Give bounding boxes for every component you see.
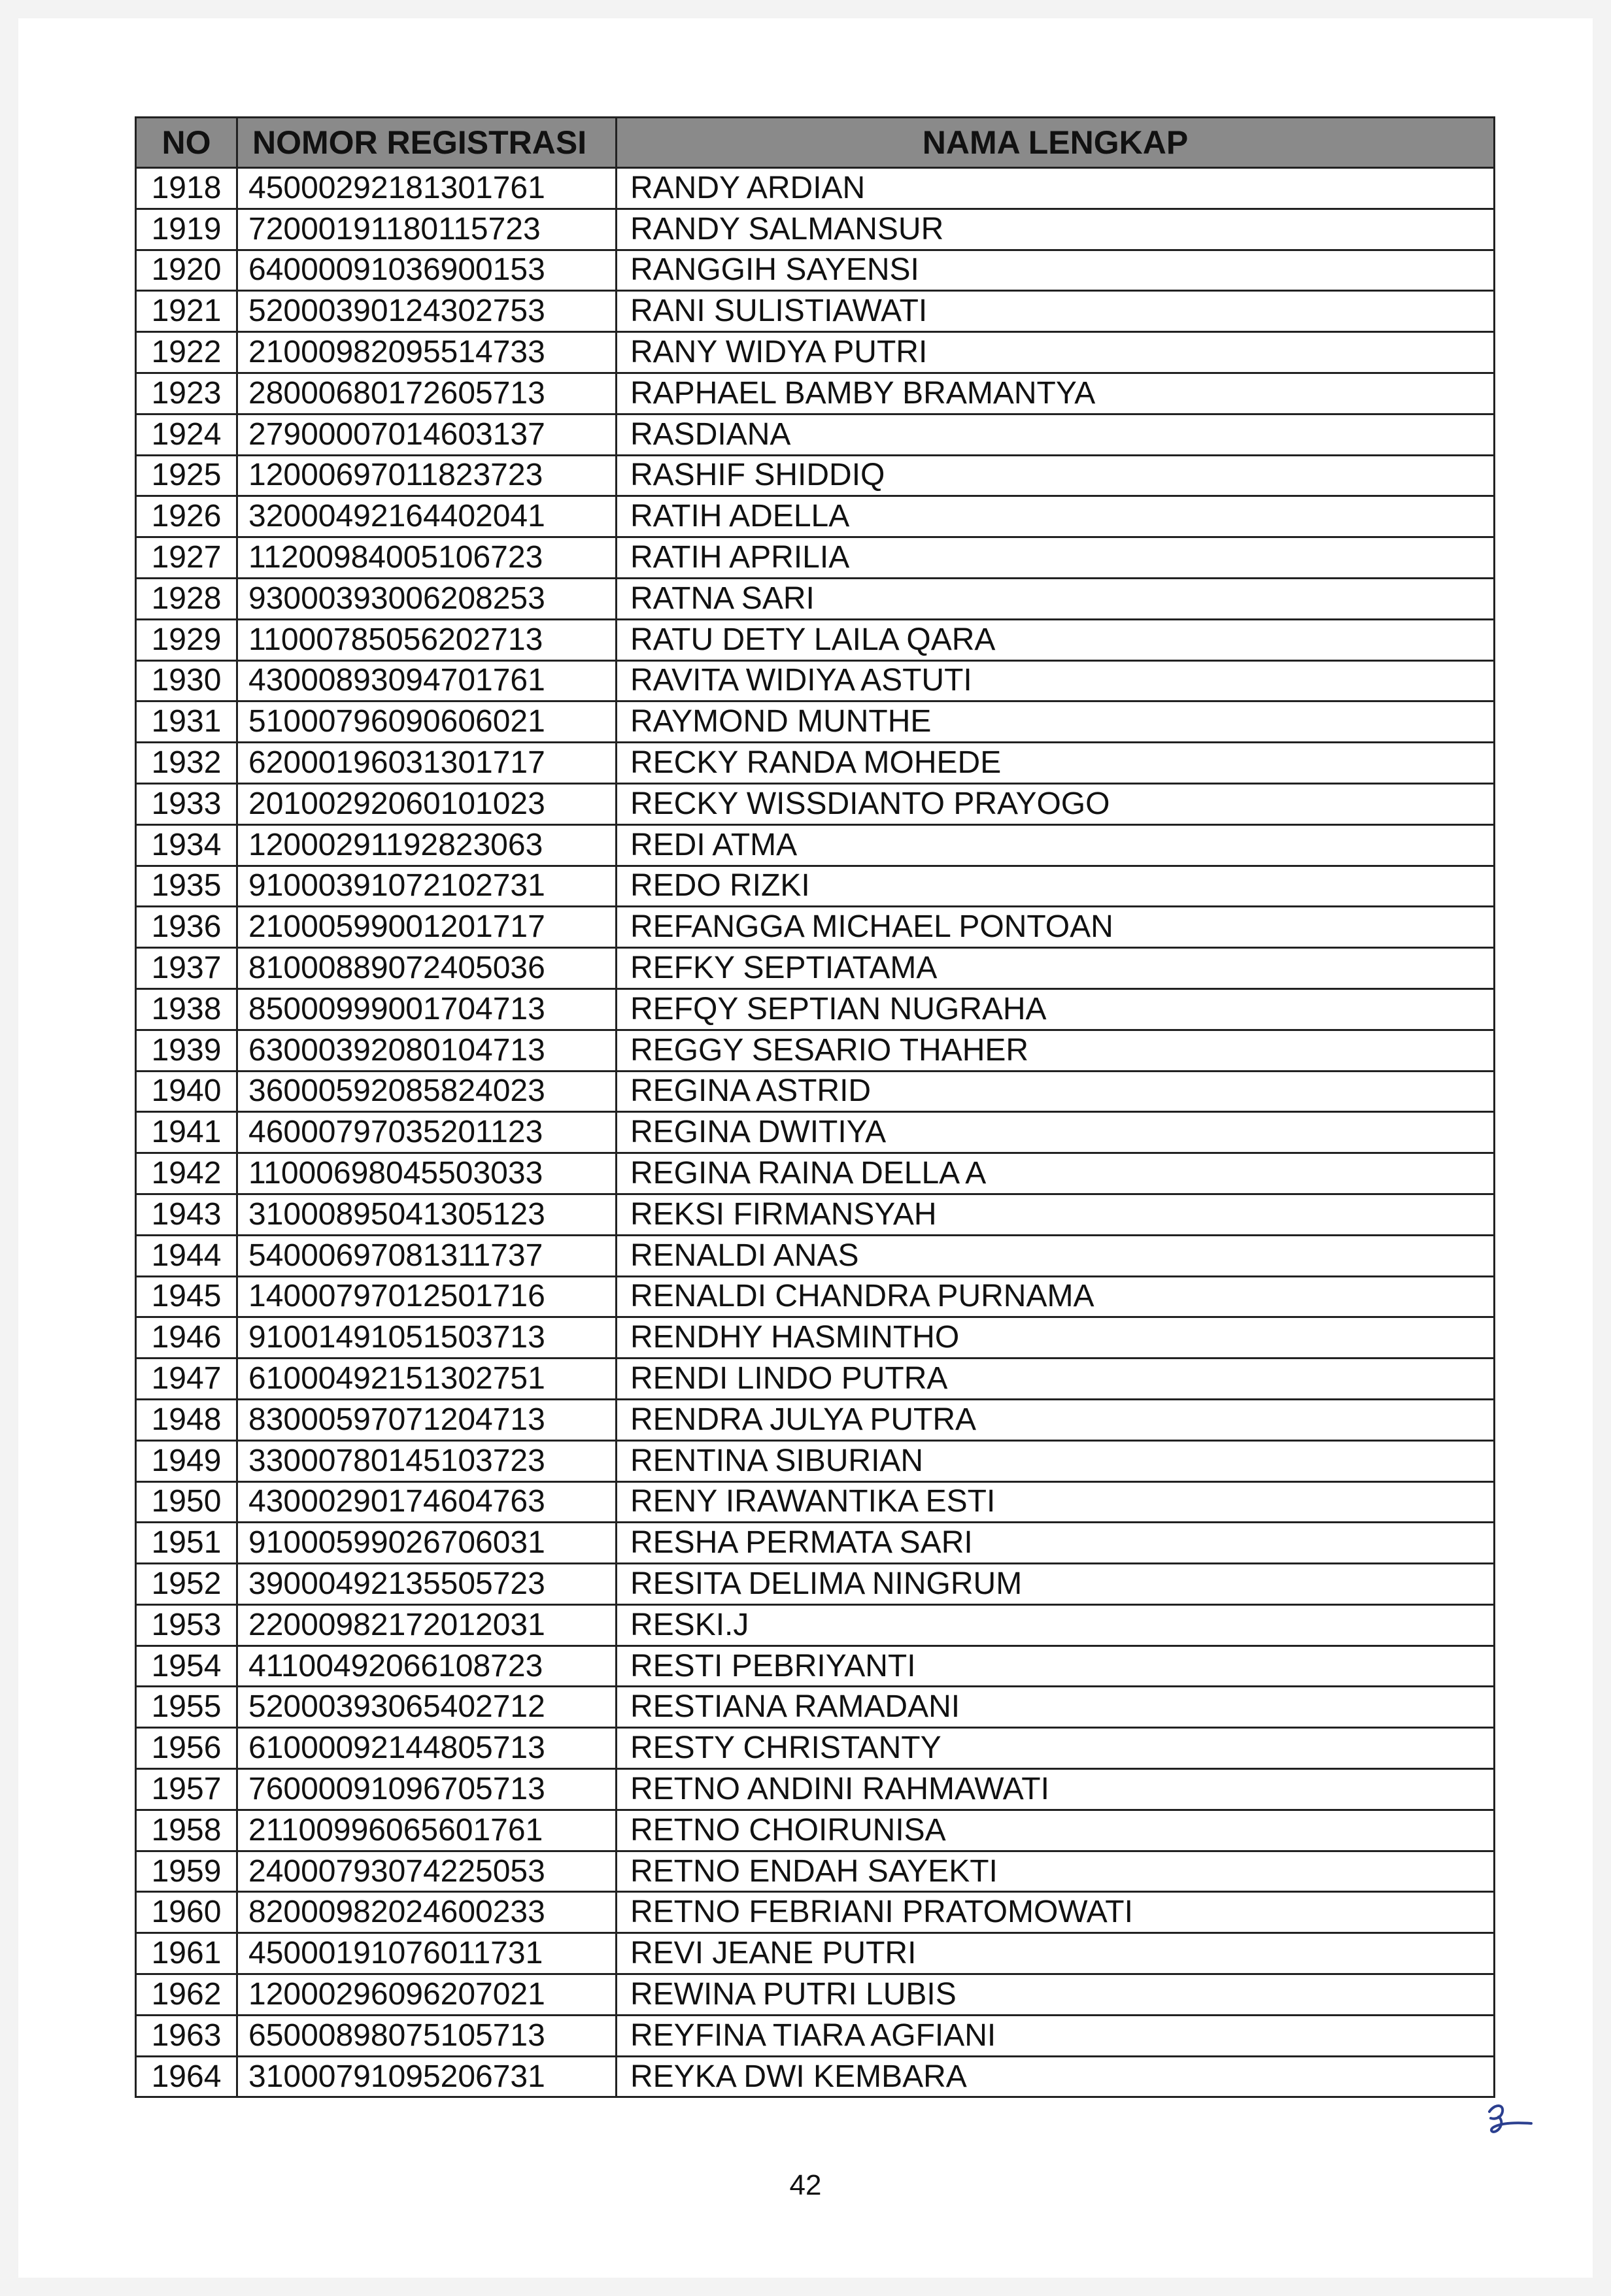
table-row: [136, 866, 1495, 907]
full-name: RATIH ADELLA: [617, 496, 1495, 537]
table-row: [136, 1933, 1495, 1974]
table-header-row: [136, 118, 1495, 168]
table-row: [136, 2015, 1495, 2056]
registration-number: 33000780145103723: [237, 1440, 617, 1481]
registration-number: 12000697011823723: [237, 455, 617, 496]
row-number: 1922: [136, 332, 237, 373]
row-number: 1964: [136, 2056, 237, 2097]
row-number: 1959: [136, 1851, 237, 1892]
row-number: 1938: [136, 988, 237, 1030]
full-name: RAYMOND MUNTHE: [617, 701, 1495, 743]
table-row: [136, 1604, 1495, 1646]
table-row: [136, 1359, 1495, 1400]
full-name: REDO RIZKI: [617, 866, 1495, 907]
row-number: 1958: [136, 1810, 237, 1851]
header-registration-number: NOMOR REGISTRASI: [237, 118, 617, 168]
registration-number: 43000893094701761: [237, 660, 617, 701]
registration-number: 43000290174604763: [237, 1481, 617, 1523]
full-name: REYKA DWI KEMBARA: [617, 2056, 1495, 2097]
registration-number: 39000492135505723: [237, 1564, 617, 1605]
full-name: RESITA DELIMA NINGRUM: [617, 1564, 1495, 1605]
full-name: RATU DETY LAILA QARA: [617, 619, 1495, 660]
registration-number: 20100292060101023: [237, 783, 617, 824]
table-row: [136, 250, 1495, 291]
full-name: RASHIF SHIDDIQ: [617, 455, 1495, 496]
registration-number: 65000898075105713: [237, 2015, 617, 2056]
full-name: REVI JEANE PUTRI: [617, 1933, 1495, 1974]
row-number: 1924: [136, 414, 237, 455]
full-name: RESTI PEBRIYANTI: [617, 1646, 1495, 1687]
row-number: 1928: [136, 578, 237, 619]
full-name: RAPHAEL BAMBY BRAMANTYA: [617, 373, 1495, 414]
registration-number: 91001491051503713: [237, 1317, 617, 1359]
registration-number: 52000393065402712: [237, 1687, 617, 1728]
full-name: RANY WIDYA PUTRI: [617, 332, 1495, 373]
table-row: [136, 1646, 1495, 1687]
registration-number: 72000191180115723: [237, 209, 617, 250]
row-number: 1947: [136, 1359, 237, 1400]
table-row: [136, 1974, 1495, 2016]
table-row: [136, 1030, 1495, 1071]
registration-number: 12000296096207021: [237, 1974, 617, 2016]
row-number: 1931: [136, 701, 237, 743]
full-name: RECKY WISSDIANTO PRAYOGO: [617, 783, 1495, 824]
row-number: 1950: [136, 1481, 237, 1523]
full-name: RENY IRAWANTIKA ESTI: [617, 1481, 1495, 1523]
table-row: [136, 988, 1495, 1030]
registration-number: 52000390124302753: [237, 291, 617, 332]
row-number: 1945: [136, 1276, 237, 1317]
row-number: 1941: [136, 1112, 237, 1153]
header-no: NO: [136, 118, 237, 168]
registration-number: 24000793074225053: [237, 1851, 617, 1892]
row-number: 1963: [136, 2015, 237, 2056]
table-row: [136, 373, 1495, 414]
row-number: 1956: [136, 1728, 237, 1769]
row-number: 1952: [136, 1564, 237, 1605]
registration-number: 46000797035201123: [237, 1112, 617, 1153]
registration-number: 11000785056202713: [237, 619, 617, 660]
row-number: 1920: [136, 250, 237, 291]
registration-number: 41100492066108723: [237, 1646, 617, 1687]
registration-number: 54000697081311737: [237, 1235, 617, 1276]
full-name: RETNO FEBRIANI PRATOMOWATI: [617, 1892, 1495, 1933]
row-number: 1925: [136, 455, 237, 496]
full-name: REDI ATMA: [617, 824, 1495, 866]
registration-number: 28000680172605713: [237, 373, 617, 414]
full-name: REGINA ASTRID: [617, 1071, 1495, 1112]
registration-number: 63000392080104713: [237, 1030, 617, 1071]
registration-number: 76000091096705713: [237, 1769, 617, 1810]
row-number: 1942: [136, 1153, 237, 1194]
table-row: [136, 1317, 1495, 1359]
full-name: RENDRA JULYA PUTRA: [617, 1399, 1495, 1440]
table-row: [136, 1687, 1495, 1728]
table-row: [136, 1810, 1495, 1851]
full-name: RASDIANA: [617, 414, 1495, 455]
table-row: [136, 455, 1495, 496]
registration-number: 45000191076011731: [237, 1933, 617, 1974]
table-row: [136, 1235, 1495, 1276]
registration-number: 31000791095206731: [237, 2056, 617, 2097]
table-row: [136, 783, 1495, 824]
table-row: [136, 1440, 1495, 1481]
row-number: 1957: [136, 1769, 237, 1810]
table-row: [136, 1194, 1495, 1235]
full-name: REGGY SESARIO THAHER: [617, 1030, 1495, 1071]
registration-number: 31000895041305123: [237, 1194, 617, 1235]
full-name: REFKY SEPTIATAMA: [617, 948, 1495, 989]
full-name: RESKI.J: [617, 1604, 1495, 1646]
row-number: 1918: [136, 168, 237, 209]
row-number: 1940: [136, 1071, 237, 1112]
registration-number: 62000196031301717: [237, 743, 617, 784]
full-name: RESHA PERMATA SARI: [617, 1523, 1495, 1564]
registration-number: 21000599001201717: [237, 907, 617, 948]
table-row: [136, 496, 1495, 537]
full-name: RANI SULISTIAWATI: [617, 291, 1495, 332]
row-number: 1934: [136, 824, 237, 866]
table-row: [136, 1071, 1495, 1112]
row-number: 1937: [136, 948, 237, 989]
registration-table: [135, 116, 1495, 2098]
row-number: 1955: [136, 1687, 237, 1728]
registration-number: 61000492151302751: [237, 1359, 617, 1400]
full-name: RATIH APRILIA: [617, 537, 1495, 579]
registration-number: 36000592085824023: [237, 1071, 617, 1112]
registration-number: 12000291192823063: [237, 824, 617, 866]
full-name: REYFINA TIARA AGFIANI: [617, 2015, 1495, 2056]
full-name: RESTIANA RAMADANI: [617, 1687, 1495, 1728]
row-number: 1933: [136, 783, 237, 824]
registration-number: 21100996065601761: [237, 1810, 617, 1851]
full-name: RENTINA SIBURIAN: [617, 1440, 1495, 1481]
row-number: 1961: [136, 1933, 237, 1974]
registration-number: 81000889072405036: [237, 948, 617, 989]
row-number: 1953: [136, 1604, 237, 1646]
row-number: 1948: [136, 1399, 237, 1440]
registration-number: 93000393006208253: [237, 578, 617, 619]
table-row: [136, 168, 1495, 209]
table-row: [136, 1892, 1495, 1933]
registration-number: 14000797012501716: [237, 1276, 617, 1317]
full-name: REFANGGA MICHAEL PONTOAN: [617, 907, 1495, 948]
table-row: [136, 414, 1495, 455]
row-number: 1923: [136, 373, 237, 414]
full-name: RECKY RANDA MOHEDE: [617, 743, 1495, 784]
table-row: [136, 2056, 1495, 2097]
registration-number: 22000982172012031: [237, 1604, 617, 1646]
row-number: 1935: [136, 866, 237, 907]
table-row: [136, 537, 1495, 579]
full-name: REGINA RAINA DELLA A: [617, 1153, 1495, 1194]
table-row: [136, 332, 1495, 373]
table-row: [136, 701, 1495, 743]
table-row: [136, 824, 1495, 866]
registration-number: 32000492164402041: [237, 496, 617, 537]
table-row: [136, 907, 1495, 948]
row-number: 1946: [136, 1317, 237, 1359]
table-row: [136, 948, 1495, 989]
registration-number: 11200984005106723: [237, 537, 617, 579]
registration-number: 85000999001704713: [237, 988, 617, 1030]
registration-number: 83000597071204713: [237, 1399, 617, 1440]
row-number: 1954: [136, 1646, 237, 1687]
full-name: RANDY ARDIAN: [617, 168, 1495, 209]
full-name: REGINA DWITIYA: [617, 1112, 1495, 1153]
row-number: 1962: [136, 1974, 237, 2016]
row-number: 1936: [136, 907, 237, 948]
table-row: [136, 1728, 1495, 1769]
registration-number: 61000092144805713: [237, 1728, 617, 1769]
registration-number: 51000796090606021: [237, 701, 617, 743]
table-row: [136, 1851, 1495, 1892]
full-name: RAVITA WIDIYA ASTUTI: [617, 660, 1495, 701]
registration-number: 11000698045503033: [237, 1153, 617, 1194]
full-name: RANGGIH SAYENSI: [617, 250, 1495, 291]
full-name: RETNO ANDINI RAHMAWATI: [617, 1769, 1495, 1810]
header-full-name: NAMA LENGKAP: [617, 118, 1495, 168]
row-number: 1960: [136, 1892, 237, 1933]
full-name: REFQY SEPTIAN NUGRAHA: [617, 988, 1495, 1030]
row-number: 1927: [136, 537, 237, 579]
registration-number: 21000982095514733: [237, 332, 617, 373]
row-number: 1921: [136, 291, 237, 332]
table-row: [136, 1769, 1495, 1810]
table-row: [136, 619, 1495, 660]
full-name: RETNO ENDAH SAYEKTI: [617, 1851, 1495, 1892]
row-number: 1932: [136, 743, 237, 784]
table-row: [136, 1153, 1495, 1194]
full-name: RETNO CHOIRUNISA: [617, 1810, 1495, 1851]
table-row: [136, 1276, 1495, 1317]
full-name: RENALDI ANAS: [617, 1235, 1495, 1276]
table-row: [136, 660, 1495, 701]
page-number: 42: [789, 2169, 822, 2201]
full-name: RESTY CHRISTANTY: [617, 1728, 1495, 1769]
full-name: REWINA PUTRI LUBIS: [617, 1974, 1495, 2016]
full-name: REKSI FIRMANSYAH: [617, 1194, 1495, 1235]
row-number: 1926: [136, 496, 237, 537]
row-number: 1943: [136, 1194, 237, 1235]
row-number: 1951: [136, 1523, 237, 1564]
row-number: 1949: [136, 1440, 237, 1481]
table-row: [136, 743, 1495, 784]
table-row: [136, 209, 1495, 250]
full-name: RATNA SARI: [617, 578, 1495, 619]
full-name: RANDY SALMANSUR: [617, 209, 1495, 250]
table-row: [136, 1399, 1495, 1440]
registration-number: 82000982024600233: [237, 1892, 617, 1933]
row-number: 1930: [136, 660, 237, 701]
registration-number: 91000599026706031: [237, 1523, 617, 1564]
table-row: [136, 291, 1495, 332]
table-row: [136, 1564, 1495, 1605]
row-number: 1939: [136, 1030, 237, 1071]
full-name: RENDHY HASMINTHO: [617, 1317, 1495, 1359]
table-row: [136, 1523, 1495, 1564]
table-row: [136, 1112, 1495, 1153]
full-name: RENALDI CHANDRA PURNAMA: [617, 1276, 1495, 1317]
row-number: 1929: [136, 619, 237, 660]
registration-number: 64000091036900153: [237, 250, 617, 291]
row-number: 1944: [136, 1235, 237, 1276]
registration-number: 27900007014603137: [237, 414, 617, 455]
full-name: RENDI LINDO PUTRA: [617, 1359, 1495, 1400]
registration-number: 91000391072102731: [237, 866, 617, 907]
table-row: [136, 1481, 1495, 1523]
table-body: [136, 168, 1495, 2097]
handwritten-initial-mark: [1475, 2089, 1534, 2148]
registration-number: 45000292181301761: [237, 168, 617, 209]
row-number: 1919: [136, 209, 237, 250]
table-row: [136, 578, 1495, 619]
